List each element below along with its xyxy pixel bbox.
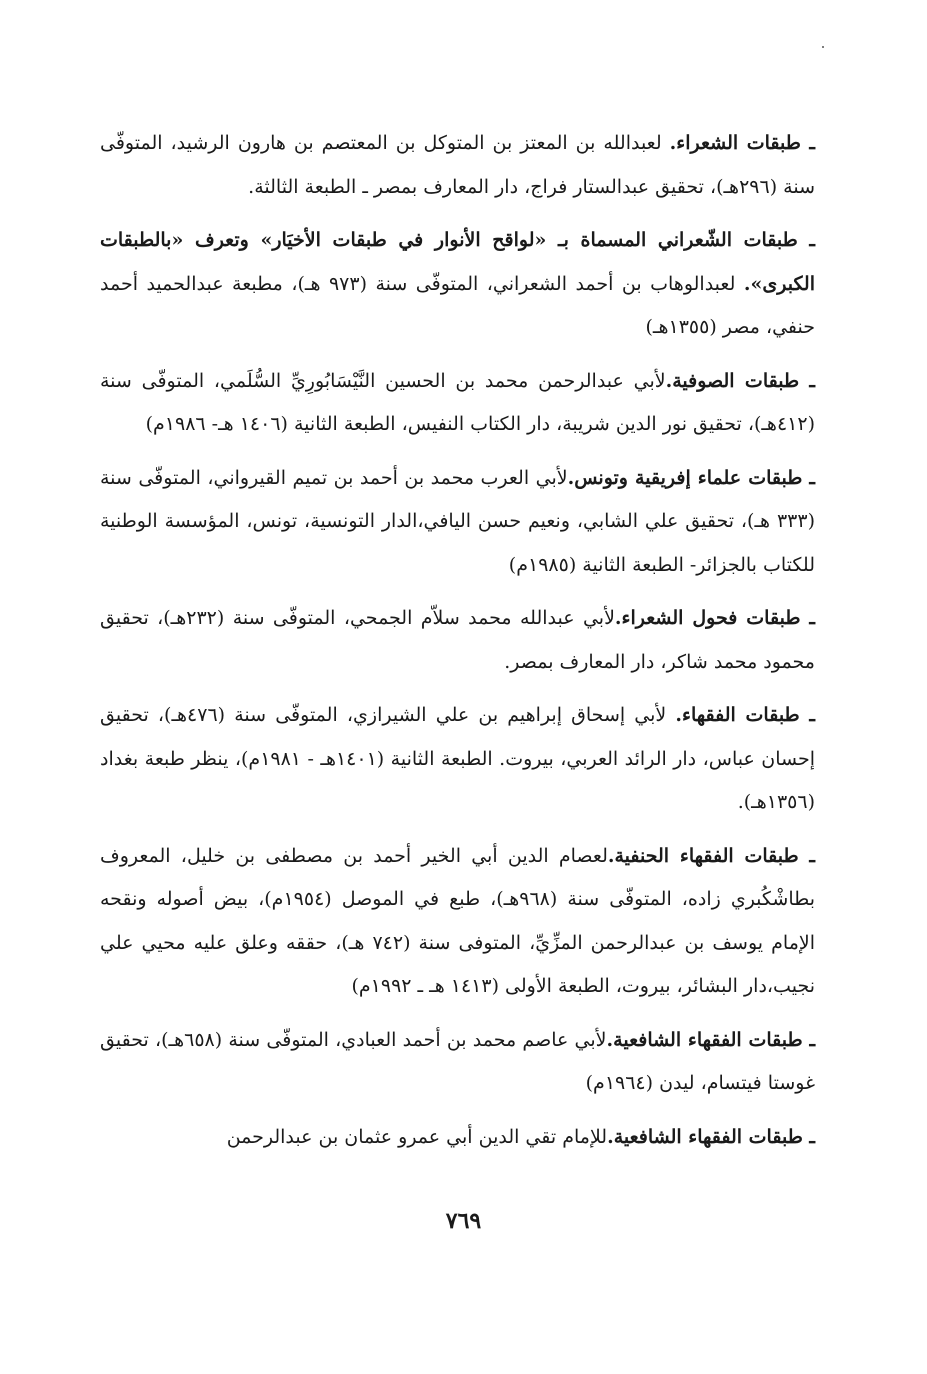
entry-body: للإمام تقي الدين أبي عمرو عثمان بن عبدالرحمن bbox=[226, 1125, 608, 1148]
page-number: ٧٦٩ bbox=[445, 1208, 482, 1234]
bibliography-entry bbox=[100, 694, 815, 825]
entry-body: لعبدالوهاب بن أحمد الشعراني، المتوفّى سنة (٩٧٣ هـ)، مطبعة عبدالحميد أحمد حنفي، مصر (١٣٥٥هـ) bbox=[100, 272, 815, 338]
entry-body: لأبي عبدالله محمد سلاّم الجمحي، المتوفّى سنة (٢٣٢هـ)، تحقيق محمود محمد شاكر، دار المعارف بمصر. bbox=[100, 607, 815, 673]
entry-dash: ـ bbox=[797, 229, 816, 251]
bibliography-list bbox=[100, 122, 815, 1169]
entry-dash: ـ bbox=[802, 1125, 815, 1148]
bibliography-entry bbox=[100, 835, 815, 1009]
entry-title: طبقات فحول الشعراء. bbox=[614, 607, 801, 629]
entry-title: طبقات الفقهاء الشافعية. bbox=[606, 1028, 803, 1051]
bibliography-entry bbox=[100, 122, 815, 209]
entry-title: طبقات الفقهاء الحنفية. bbox=[607, 844, 799, 867]
entry-title: طبقات الشّعراني المسماة بـ «لواقح الأنوار في طبقات الأخيَار» وتعرف «بالطبقات الكبرى». bbox=[100, 229, 815, 295]
bibliography-entry bbox=[100, 1116, 815, 1160]
bibliography-entry bbox=[100, 457, 815, 588]
entry-body: لأبي العرب محمد بن أحمد بن تميم القيرواني، المتوفّى سنة (٣٣٣ هـ)، تحقيق علي الشابي، ونعيم حسن اليافي،الدار التونسية، تونس، المؤسسة الوطنية للكتاب بالجزائر- الطبعة الثانية (١٩٨٥م) bbox=[100, 466, 815, 576]
entry-title: طبقات علماء إفريقية وتونس. bbox=[567, 466, 803, 489]
entry-dash: ـ bbox=[799, 704, 815, 726]
bibliography-entry bbox=[100, 597, 815, 684]
entry-body: لأبي إسحاق إبراهيم بن علي الشيرازي، المتوفّى سنة (٤٧٦هـ)، تحقيق إحسان عباس، دار الرائد العربي، بيروت. الطبعة الثانية (١٤٠١هـ - ١٩٨١م)، ينظر طبعة بغداد (١٣٥٦هـ). bbox=[100, 704, 815, 813]
bibliography-entry bbox=[100, 219, 815, 350]
entry-body: لعبدالله بن المعتز بن المتوكل بن المعتصم بن هارون الرشيد، المتوفّى سنة (٢٩٦هـ)، تحقيق عبدالستار فراج، دار المعارف بمصر ـ الطبعة الثالثة. bbox=[100, 132, 815, 198]
entry-dash: ـ bbox=[798, 844, 816, 867]
entry-body: لأبي عبدالرحمن محمد بن الحسين النَّيْسَابُورِيِّ السُّلَمي، المتوفّى سنة (٤١٢هـ)، تحقيق نور الدين شريبة، دار الكتاب النفيس، الطبعة الثانية (١٤٠٦ هـ- ١٩٨٦م) bbox=[100, 369, 815, 435]
entry-title: طبقات الشعراء. bbox=[669, 132, 801, 154]
entry-dash: ـ bbox=[800, 132, 815, 154]
entry-title: طبقات الفقهاء الشافعية. bbox=[607, 1125, 803, 1148]
bibliography-entry bbox=[100, 1019, 815, 1106]
entry-dash: ـ bbox=[802, 1028, 816, 1051]
bibliography-entry bbox=[100, 360, 815, 447]
entry-body: لعصام الدين أبي الخير أحمد بن مصطفى بن خليل، المعروف بطاشْكُبري زاده، المتوفّى سنة (٩٦٨هـ)، طبع في الموصل (١٩٥٤م)، بيض أصوله ونقحه الإمام يوسف بن عبدالرحمن المزِّيِّ، المتوفى سنة (٧٤٢ هـ)، حققه وعلق عليه محيي علي نجيب،دار البشائر، بيروت، الطبعة الأولى (١٤١٣ هـ ـ ١٩٩٢م) bbox=[100, 844, 815, 997]
scan-speck bbox=[822, 46, 824, 48]
entry-dash: ـ bbox=[799, 369, 815, 392]
entry-title: طبقات الفقهاء. bbox=[675, 704, 800, 726]
entry-dash: ـ bbox=[802, 466, 816, 489]
entry-title: طبقات الصوفية. bbox=[665, 369, 800, 392]
entry-body: لأبي عاصم محمد بن أحمد العبادي، المتوفّى سنة (٦٥٨هـ)، تحقيق غوستا فيتسام، ليدن (١٩٦٤م) bbox=[100, 1028, 815, 1094]
entry-dash: ـ bbox=[800, 607, 815, 629]
